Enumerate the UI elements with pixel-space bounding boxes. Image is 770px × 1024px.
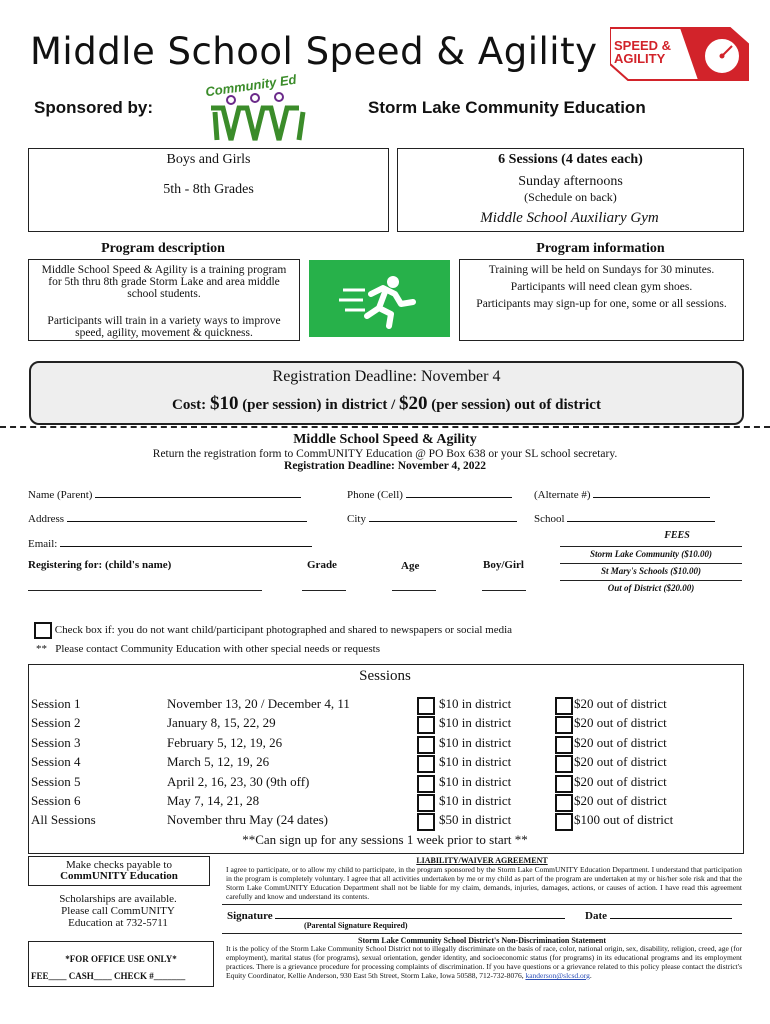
session-out-district-price: $100 out of district bbox=[574, 812, 674, 828]
session-in-district-price: $10 in district bbox=[439, 734, 512, 750]
office-use-heading: *FOR OFFICE USE ONLY* bbox=[65, 954, 177, 964]
session-out-district-checkbox[interactable] bbox=[555, 794, 573, 812]
boy-girl-input[interactable] bbox=[482, 590, 526, 591]
photo-opt-out bbox=[34, 622, 512, 639]
program-information-p3: Participants may sign-up for one, some or all sessions. bbox=[476, 298, 727, 310]
school-field[interactable] bbox=[534, 513, 715, 525]
photo-opt-out-label: Check box if: you do not want child/participant photographed and shared to newspapers or social media bbox=[54, 624, 513, 637]
program-information-heading: Program information bbox=[536, 241, 665, 256]
sponsor-name: Storm Lake Community Education bbox=[368, 98, 646, 117]
cut-line bbox=[0, 426, 770, 428]
session-in-district-price: $10 in district bbox=[439, 715, 512, 731]
cost-line bbox=[29, 393, 744, 415]
program-description-p2: Participants will train in a variety ways to improve speed, agility, movement & quickness. bbox=[47, 315, 281, 339]
audience-line-2: 5th - 8th Grades bbox=[163, 182, 254, 197]
session-name: Session 2 bbox=[31, 715, 81, 731]
session-dates: January 8, 15, 22, 29 bbox=[167, 715, 276, 731]
return-instructions: Return the registration form to CommUNITY Education @ PO Box 638 or your SL school secretary. bbox=[152, 448, 618, 460]
phone-label: Phone (Cell) bbox=[347, 489, 403, 501]
age-label: Age bbox=[401, 560, 420, 572]
cost-price-in-district: $10 bbox=[209, 393, 239, 414]
liability-heading: LIABILITY/WAIVER AGREEMENT bbox=[416, 856, 548, 865]
session-row bbox=[31, 735, 770, 754]
session-in-district-checkbox[interactable] bbox=[417, 775, 435, 793]
nondiscrimination-heading: Storm Lake Community School District's Non-Discrimination Statement bbox=[358, 936, 606, 945]
location: Middle School Auxiliary Gym bbox=[480, 210, 659, 226]
session-row bbox=[31, 715, 770, 734]
session-dates: November 13, 20 / December 4, 11 bbox=[167, 696, 350, 711]
program-description-heading: Program description bbox=[101, 241, 225, 256]
community-ed-logo bbox=[203, 71, 315, 146]
audience-box bbox=[28, 148, 389, 232]
office-use-fields: FEE____ CASH____ CHECK #_______ bbox=[31, 971, 186, 981]
parent-name-label: Name (Parent) bbox=[28, 489, 93, 501]
sessions-note: **Can sign up for any sessions 1 week prior to start ** bbox=[242, 832, 528, 847]
session-row bbox=[31, 793, 770, 812]
session-in-district-price: $10 in district bbox=[439, 696, 512, 711]
session-name: Session 6 bbox=[31, 793, 81, 808]
schedule-line-2: Sunday afternoons bbox=[518, 174, 623, 189]
session-out-district-checkbox[interactable] bbox=[555, 755, 573, 773]
scholarship-line-3: Education at 732-5711 bbox=[68, 917, 168, 929]
parent-name-field[interactable] bbox=[28, 489, 301, 501]
session-out-district-price: $20 out of district bbox=[574, 793, 667, 808]
badge-line-1: SPEED & bbox=[614, 38, 672, 53]
session-in-district-price: $10 in district bbox=[439, 773, 512, 789]
phone-field[interactable] bbox=[347, 489, 512, 501]
session-out-district-price: $20 out of district bbox=[574, 754, 667, 770]
city-field[interactable] bbox=[347, 513, 517, 525]
date-label: Date bbox=[585, 910, 607, 922]
logo-text: Community Ed bbox=[204, 71, 298, 100]
session-in-district-checkbox[interactable] bbox=[417, 755, 435, 773]
schedule-line-1: 6 Sessions (4 dates each) bbox=[498, 152, 643, 167]
session-out-district-checkbox[interactable] bbox=[555, 697, 573, 715]
session-dates: February 5, 12, 19, 26 bbox=[167, 734, 283, 750]
runner-icon bbox=[309, 260, 450, 337]
session-in-district-checkbox[interactable] bbox=[417, 736, 435, 754]
age-input[interactable] bbox=[392, 590, 436, 591]
email-field[interactable] bbox=[28, 538, 312, 550]
session-row bbox=[31, 696, 770, 715]
session-out-district-price: $20 out of district bbox=[574, 773, 667, 789]
session-name: Session 3 bbox=[31, 734, 81, 750]
alternate-phone-field[interactable] bbox=[534, 489, 710, 501]
nondiscrimination-text: It is the policy of the Storm Lake Community School District not to illegally discriminate on the basis of race, color, national origin, sex, disability, religion, creed, age (for employment), marital status (for programs), sexual orientation, gender identity, and socioeconomic status (for programs) in its educational programs and its employment practices. There is a grievance procedure for processing complaints of discrimination. If you have questions or a grievance related to this policy please contact the district's Equity Coordinator, Kellie Anderson, 930 East 5th Street, Storm Lake, Iowa 50588, 712-732-8076, bbox=[226, 944, 742, 980]
schedule-line-3: (Schedule on back) bbox=[524, 190, 617, 204]
fees-heading: FEES bbox=[664, 530, 690, 541]
session-out-district-checkbox[interactable] bbox=[555, 736, 573, 754]
office-use-box bbox=[28, 941, 214, 987]
session-name: All Sessions bbox=[31, 812, 96, 828]
cost-label: Cost: bbox=[172, 397, 207, 413]
date-field[interactable] bbox=[585, 910, 732, 922]
address-field[interactable] bbox=[28, 513, 307, 525]
session-row bbox=[31, 754, 770, 773]
school-label: School bbox=[534, 513, 565, 525]
form-title: Middle School Speed & Agility bbox=[293, 432, 477, 447]
fee-out-of-district: Out of District ($20.00) bbox=[607, 583, 695, 593]
scholarship-line-1: Scholarships are available. bbox=[59, 893, 177, 905]
session-name: Session 1 bbox=[31, 696, 81, 711]
session-out-district-checkbox[interactable] bbox=[555, 775, 573, 793]
sponsored-label: Sponsored by: bbox=[34, 98, 154, 117]
program-information-p1: Training will be held on Sundays for 30 minutes. bbox=[488, 264, 715, 276]
signature-label: Signature bbox=[227, 910, 273, 922]
session-dates: April 2, 16, 23, 30 (9th off) bbox=[167, 773, 310, 789]
session-out-district-price: $20 out of district bbox=[574, 696, 667, 711]
session-row bbox=[31, 774, 770, 793]
session-in-district-checkbox[interactable] bbox=[417, 716, 435, 734]
speed-agility-badge bbox=[610, 26, 750, 82]
audience-line-1: Boys and Girls bbox=[166, 152, 251, 167]
fee-storm-lake: Storm Lake Community ($10.00) bbox=[589, 549, 712, 559]
session-dates: March 5, 12, 19, 26 bbox=[167, 754, 270, 770]
runner-image bbox=[309, 260, 450, 337]
session-in-district-checkbox[interactable] bbox=[417, 813, 435, 831]
session-out-district-checkbox[interactable] bbox=[555, 813, 573, 831]
form-deadline: Registration Deadline: November 4, 2022 bbox=[284, 460, 486, 472]
photo-opt-out-checkbox[interactable] bbox=[34, 622, 52, 639]
session-in-district-checkbox[interactable] bbox=[417, 697, 435, 715]
fees-box bbox=[560, 528, 742, 598]
registering-label: Registering for: (child's name) bbox=[28, 559, 172, 571]
special-needs-note: ** Please contact Community Education with other special needs or requests bbox=[36, 643, 380, 655]
boy-girl-label: Boy/Girl bbox=[483, 559, 524, 571]
session-in-district-price: $10 in district bbox=[439, 793, 512, 808]
nondiscrimination-tail: . bbox=[589, 971, 592, 980]
sessions-heading: Sessions bbox=[359, 668, 411, 684]
program-description-box bbox=[28, 259, 300, 341]
session-out-district-price: $20 out of district bbox=[574, 715, 667, 731]
email-label: Email: bbox=[28, 538, 58, 550]
session-dates: November thru May (24 dates) bbox=[167, 812, 329, 828]
scholarship-line-2: Please call CommUNITY bbox=[61, 905, 175, 917]
badge-line-2: AGILITY bbox=[614, 51, 666, 66]
cost-tail: (per session) out of district bbox=[431, 397, 601, 413]
page-title: Middle School Speed & Agility bbox=[30, 30, 598, 73]
city-label: City bbox=[347, 513, 366, 525]
session-name: Session 4 bbox=[31, 754, 81, 770]
cost-price-out-district: $20 bbox=[399, 393, 428, 414]
program-information-box bbox=[459, 259, 744, 341]
fee-st-marys: St Mary's Schools ($10.00) bbox=[600, 566, 701, 576]
session-dates: May 7, 14, 21, 28 bbox=[167, 793, 260, 808]
cost-mid: (per session) in district / bbox=[242, 397, 396, 413]
sessions-table bbox=[31, 696, 770, 836]
session-in-district-price: $10 in district bbox=[439, 754, 512, 770]
session-out-district-price: $20 out of district bbox=[574, 734, 667, 750]
nondiscrimination-body bbox=[226, 944, 742, 980]
alternate-label: (Alternate #) bbox=[534, 489, 591, 501]
program-information-p2: Participants will need clean gym shoes. bbox=[510, 281, 693, 293]
people-icon bbox=[203, 78, 315, 146]
session-in-district-checkbox[interactable] bbox=[417, 794, 435, 812]
scholarship-info bbox=[28, 893, 208, 929]
checks-payable-box bbox=[28, 856, 210, 886]
session-out-district-checkbox[interactable] bbox=[555, 716, 573, 734]
session-name: Session 5 bbox=[31, 773, 81, 789]
program-description-p1: Middle School Speed & Agility is a training program for 5th thru 8th grade Storm Lake and area middle school students. bbox=[41, 264, 287, 300]
nondiscrimination-email[interactable]: kanderson@slcsd.org bbox=[525, 971, 590, 980]
address-label: Address bbox=[28, 513, 65, 525]
grade-label: Grade bbox=[307, 559, 337, 571]
deadline-text: Registration Deadline: November 4 bbox=[272, 368, 501, 385]
checks-payable-line-1: Make checks payable to bbox=[66, 859, 172, 871]
session-in-district-price: $50 in district bbox=[439, 812, 512, 828]
signature-subtext: (Parental Signature Required) bbox=[304, 921, 408, 930]
child-name-input[interactable] bbox=[28, 590, 262, 591]
session-row bbox=[31, 812, 770, 831]
grade-input[interactable] bbox=[302, 590, 346, 591]
checks-payable-line-2: CommUNITY Education bbox=[60, 870, 178, 882]
liability-text: I agree to participate, or to allow my child to participate, in the program sponsored by the Storm Lake CommUNITY Education Department. I understand that participation in the program is completely voluntary. I agree that all activities undertaken by me or my child as part of the program are undertaken at my or his/her sole risk and that the Storm Lake CommUNITY Education Department shall not be liable for my claim, demands, injuries, damages, actions, or causes of action. I have read this agreement carefully and know and understand its contents. bbox=[226, 865, 742, 901]
